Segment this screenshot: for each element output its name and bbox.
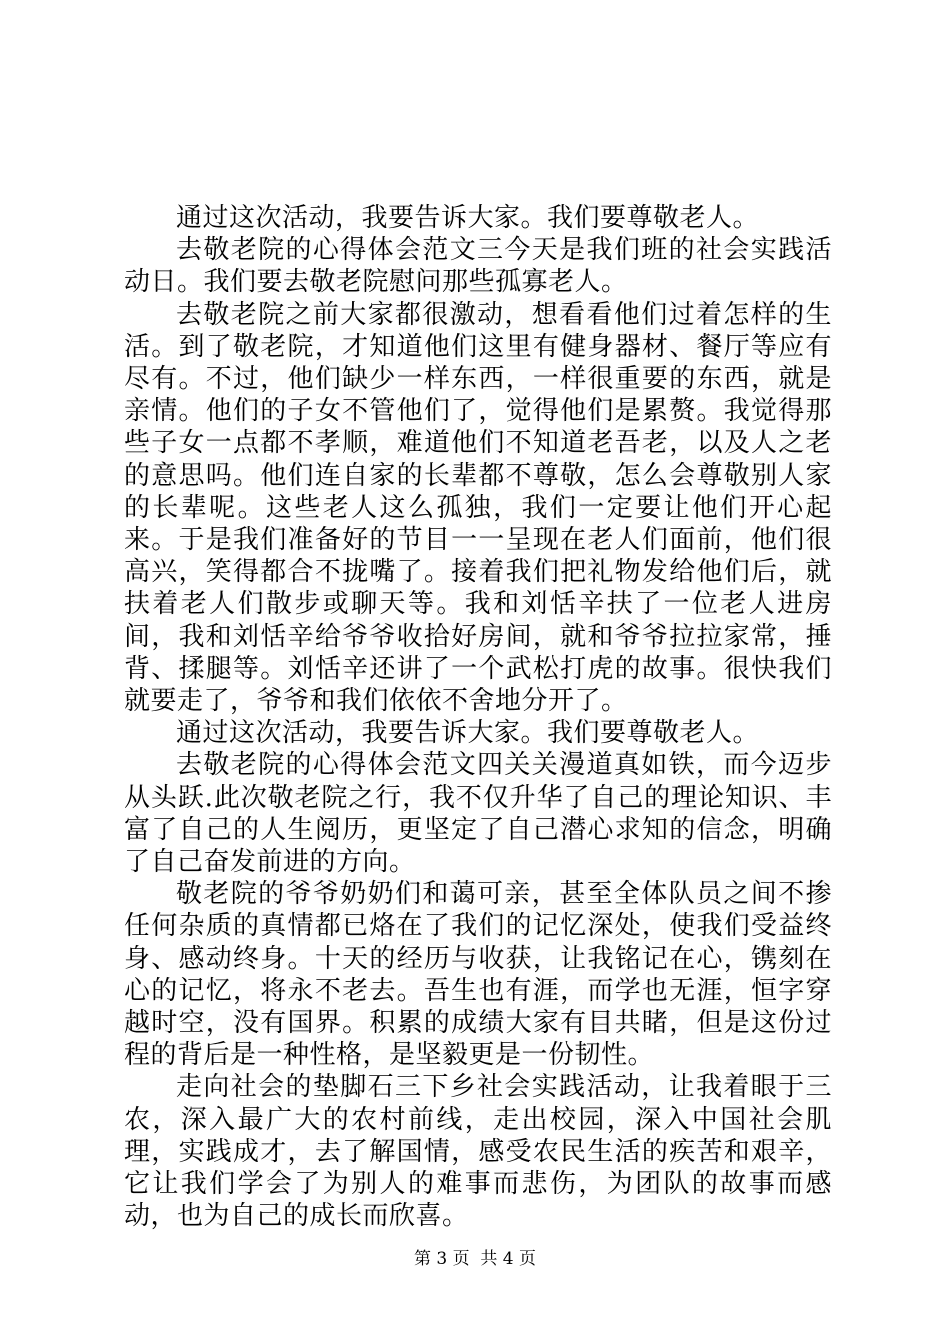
paragraph: 去敬老院的心得体会范文四关关漫道真如铁，而今迈步从头跃.此次敬老院之行，我不仅升华了自己的理论知识、丰富了自己的人生阅历，更坚定了自己潜心求知的信念，明确了自己奋发前进的方向。 bbox=[124, 750, 832, 878]
paragraph: 通过这次活动，我要告诉大家。我们要尊敬老人。 bbox=[176, 203, 760, 233]
paragraph: 去敬老院的心得体会范文三今天是我们班的社会实践活动日。我们要去敬老院慰问那些孤寡老人。 bbox=[124, 235, 832, 298]
paragraph: 去敬老院之前大家都很激动，想看看他们过着怎样的生活。到了敬老院，才知道他们这里有健身器材、餐厅等应有尽有。不过，他们缺少一样东西，一样很重要的东西，就是亲情。他们的子女不管他们了，觉得他们是累赘。我觉得那些子女一点都不孝顺，难道他们不知道老吾老，以及人之老的意思吗。他们连自家的长辈都不尊敬，怎么会尊敬别人家的长辈呢。这些老人这么孤独，我们一定要让他们开心起来。于是我们准备好的节目一一呈现在老人们面前，他们很高兴，笑得都合不拢嘴了。接着我们把礼物发给他们后，就扶着老人们散步或聊天等。我和刘恬辛扶了一位老人进房间，我和刘恬辛给爷爷收拾好房间，就和爷爷拉拉家常，捶背、揉腿等。刘恬辛还讲了一个武松打虎的故事。很快我们就要走了，爷爷和我们依依不舍地分开了。 bbox=[124, 299, 832, 717]
document-body bbox=[124, 202, 832, 1233]
page-number-label: 第 3 页 共 4 页 bbox=[413, 1249, 537, 1269]
paragraph: 走向社会的垫脚石三下乡社会实践活动，让我着眼于三农，深入最广大的农村前线，走出校园，深入中国社会肌理，实践成才，去了解国情，感受农民生活的疾苦和艰辛，它让我们学会了为别人的难事而悲伤，为团队的故事而感动，也为自己的成长而欣喜。 bbox=[124, 1072, 832, 1232]
page-footer bbox=[0, 1248, 950, 1270]
paragraph: 敬老院的爷爷奶奶们和蔼可亲，甚至全体队员之间不掺任何杂质的真情都已烙在了我们的记忆深处，使我们受益终身、感动终身。十天的经历与收获，让我铭记在心，镌刻在心的记忆，将永不老去。吾生也有涯，而学也无涯，恒字穿越时空，没有国界。积累的成绩大家有目共睹，但是这份过程的背后是一种性格，是坚毅更是一份韧性。 bbox=[124, 879, 832, 1071]
paragraph: 通过这次活动，我要告诉大家。我们要尊敬老人。 bbox=[176, 718, 760, 749]
